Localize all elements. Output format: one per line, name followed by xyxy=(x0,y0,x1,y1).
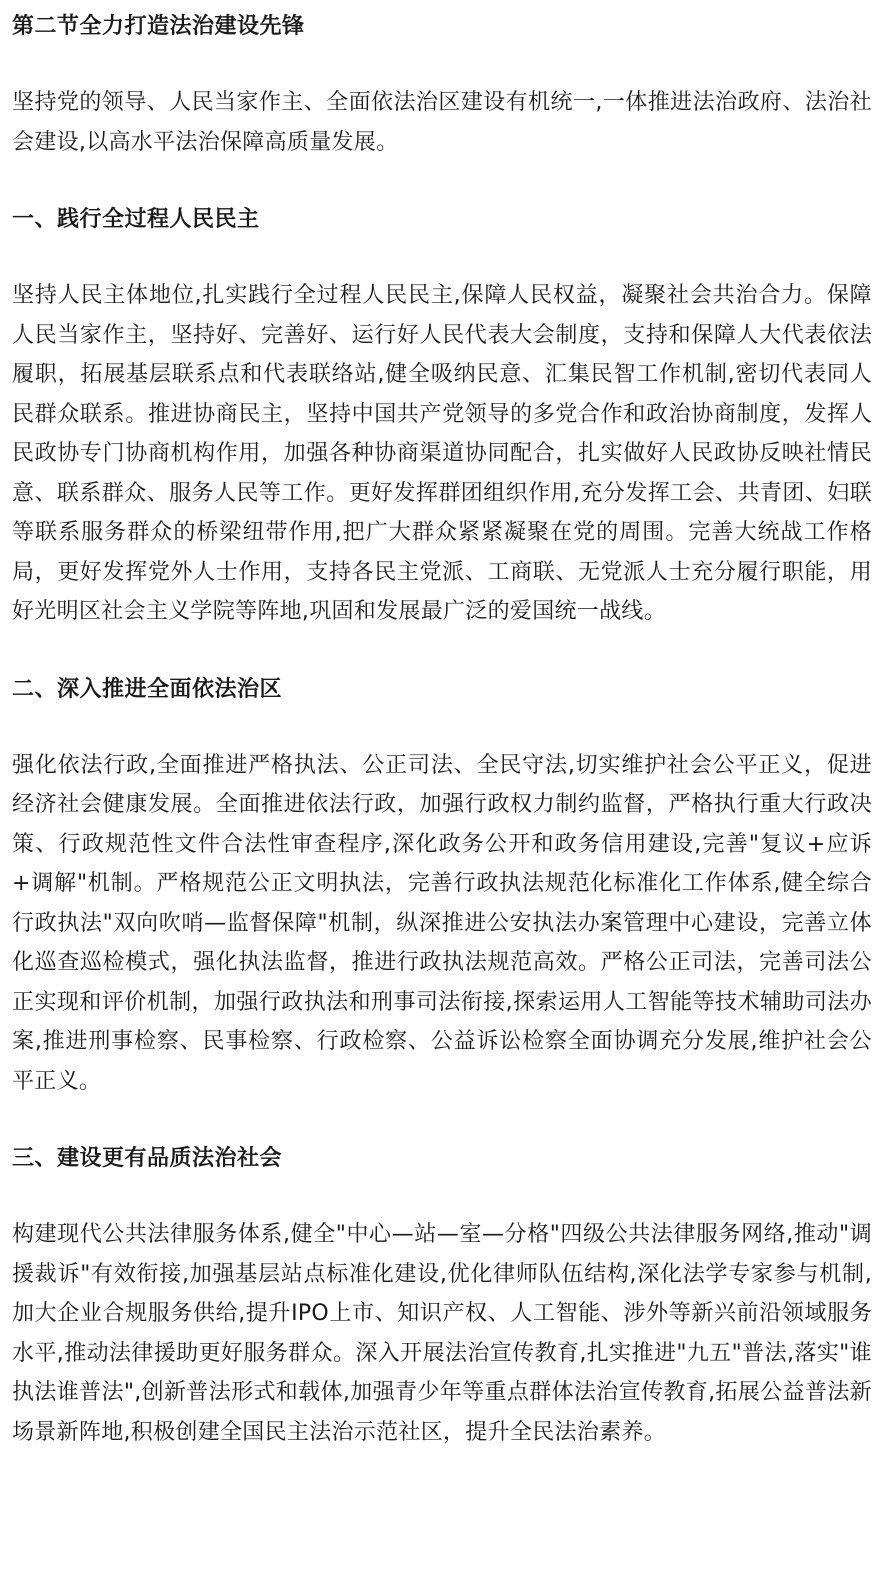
subsection-heading-2: 二、深入推进全面依法治区 xyxy=(12,676,283,702)
subsection-heading-1: 一、践行全过程人民民主 xyxy=(12,207,260,232)
spacer xyxy=(12,162,872,201)
spacer xyxy=(12,1178,872,1215)
subsection-body-2: 强化依法行政,全面推进严格执法、公正司法、全民守法,切实维护社会公平正义，促进经济社会健康发展。全面推进依法行政，加强行政权力制约监督，严格执行重大行政决策、行政规范性文件合法性审查程序,深化政务公开和政务信用建设,完善"复议+应诉+调解"机制。严格规范公正文明执法，完善行政执法规范化标准化工作体系,健全综合行政执法"双向吹哨—监督保障"机制，纵深推进公安执法办案管理中心建设，完善立体化巡查巡检模式，强化执法监督，推进行政执法规范高效。严格公正司法，完善司法公正实现和评价机制，加强行政执法和刑事司法衔接,探索运用人工智能等技术辅助司法办案,推进刑事检察、民事检察、行政检察、公益诉讼检察全面协调充分发展,维护社会公平正义。 xyxy=(12,752,872,1094)
spacer xyxy=(12,632,872,671)
subsection-body-3: 构建现代公共法律服务体系,健全"中心—站—室—分格"四级公共法律服务网络,推动"调援裁诉"有效衔接,加强基层站点标准化建设,优化律师队伍结构,深化法学专家参与机制,加大企业合规服务供给,提升IPO上市、知识产权、人工智能、涉外等新兴前沿领域服务水平,推动法律援助更好服务群众。深入开展法治宣传教育,扎实推进"九五"普法,落实"谁执法谁普法",创新普法形式和载体,加强青少年等重点群体法治宣传教育,拓展公益普法新场景新阵地,积极创建全国民主法治示范社区，提升全民法治素养。 xyxy=(12,1222,872,1445)
subsection-heading-3: 三、建设更有品质法治社会 xyxy=(12,1146,283,1171)
section-title: 第二节全力打造法治建设先锋 xyxy=(12,14,305,39)
intro-paragraph: 坚持党的领导、人民当家作主、全面依法治区建设有机统一,一体推进法治政府、法治社会建设,以高水平法治保障高质量发展。 xyxy=(12,90,872,155)
spacer xyxy=(12,46,872,83)
spacer xyxy=(12,709,872,746)
spacer xyxy=(12,1101,872,1140)
spacer xyxy=(12,239,872,276)
subsection-body-1: 坚持人民主体地位,扎实践行全过程人民民主,保障人民权益，凝聚社会共治合力。保障人民当家作主，坚持好、完善好、运行好人民代表大会制度，支持和保障人大代表依法履职，拓展基层联系点和代表联络站,健全吸纳民意、汇集民智工作机制,密切代表同人民群众联系。推进协商民主，坚持中国共产党领导的多党合作和政治协商制度，发挥人民政协专门协商机构作用，加强各种协商渠道协同配合，扎实做好人民政协反映社情民意、联系群众、服务人民等工作。更好发挥群团组织作用,充分发挥工会、共青团、妇联等联系服务群众的桥梁纽带作用,把广大群众紧紧凝聚在党的周围。完善大统战工作格局，更好发挥党外人士作用，支持各民主党派、工商联、无党派人士充分履行职能，用好光明区社会主义学院等阵地,巩固和发展最广泛的爱国统一战线。 xyxy=(12,283,872,624)
